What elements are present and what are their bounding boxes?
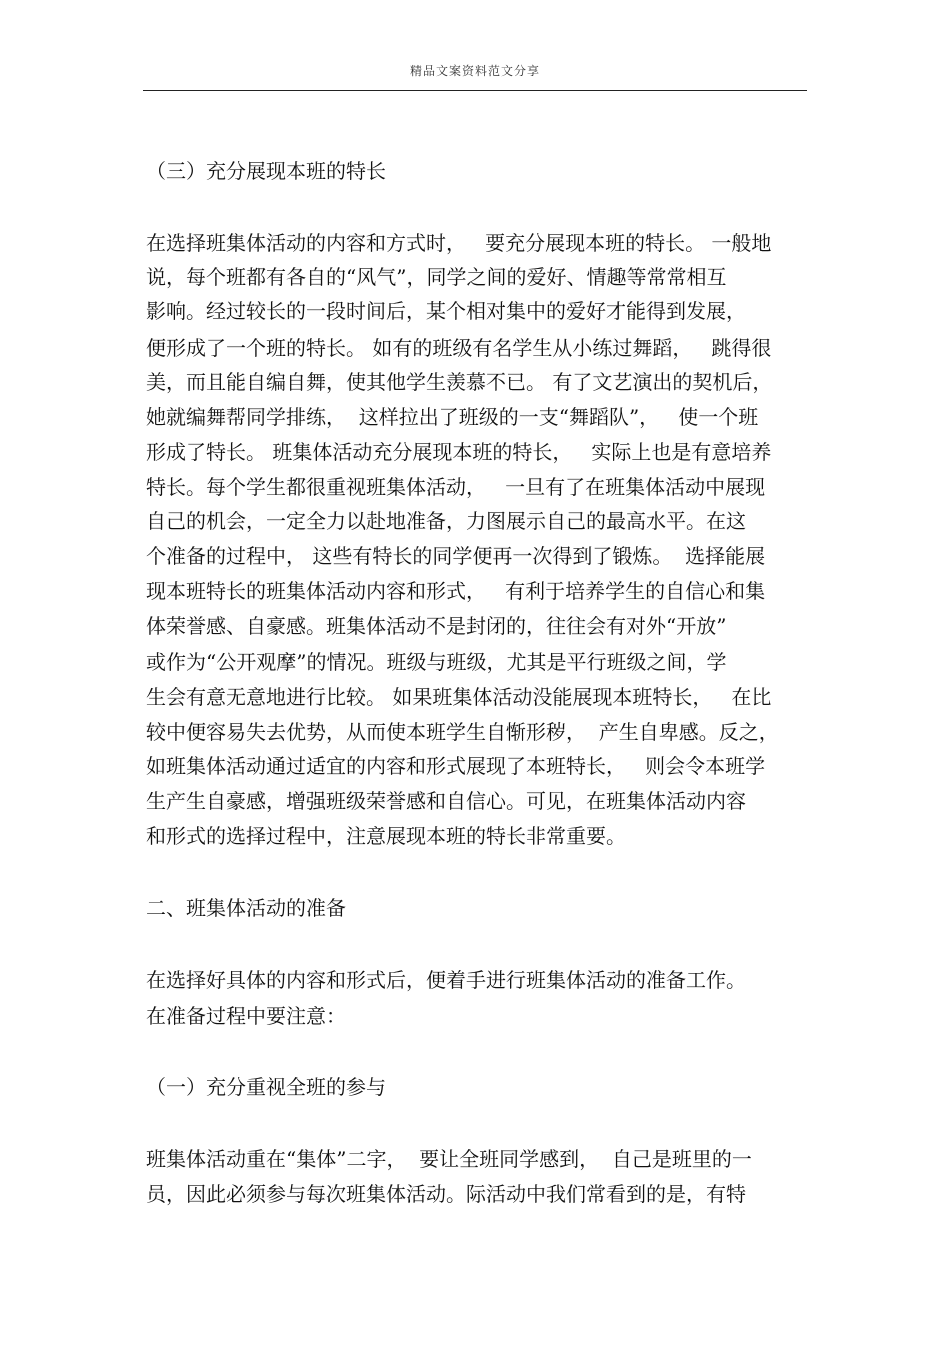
section-heading-two: 二、班集体活动的准备 [146, 896, 346, 920]
paragraph-line: 或作为“公开观摩”的情况。班级与班级，尤其是平行班级之间，学 [146, 650, 727, 674]
paragraph-line: 生产生自豪感，增强班级荣誉感和自信心。可见，在班集体活动内容 [146, 789, 746, 813]
header-divider [143, 90, 807, 91]
paragraph-line: 和形式的选择过程中，注意展现本班的特长非常重要。 [146, 824, 626, 848]
paragraph-line: 现本班特长的班集体活动内容和形式， 有利于培养学生的自信心和集 [146, 579, 766, 603]
paragraph-line: 在准备过程中要注意： [146, 1004, 346, 1028]
paragraph-line: 如班集体活动通过适宜的内容和形式展现了本班特长， 则会令本班学 [146, 754, 766, 778]
paragraph-line: 在选择班集体活动的内容和方式时， 要充分展现本班的特长。 一般地 [146, 231, 772, 255]
paragraph-line: 在选择好具体的内容和形式后，便着手进行班集体活动的准备工作。 [146, 968, 746, 992]
paragraph-line: 形成了特长。 班集体活动充分展现本班的特长， 实际上也是有意培养 [146, 440, 772, 464]
paragraph-line: 班集体活动重在“集体”二字， 要让全班同学感到， 自己是班里的一 [146, 1147, 752, 1171]
paragraph-line: 美，而且能自编自舞，使其他学生羡慕不已。 有了文艺演出的契机后， [146, 370, 773, 394]
paragraph-line: 她就编舞帮同学排练， 这样拉出了班级的一支“舞蹈队”， 使一个班 [146, 405, 759, 429]
paragraph-line: 影响。经过较长的一段时间后，某个相对集中的爱好才能得到发展， [146, 299, 746, 323]
paragraph-line: 说，每个班都有各自的“风气”，同学之间的爱好、情趣等常常相互 [146, 265, 727, 289]
paragraph-line: 便形成了一个班的特长。 如有的班级有名学生从小练过舞蹈， 跳得很 [146, 336, 772, 360]
paragraph-line: 较中便容易失去优势，从而使本班学生自惭形秽， 产生自卑感。反之， [146, 720, 779, 744]
subheading-one: （一）充分重视全班的参与 [146, 1075, 386, 1099]
subheading-three: （三）充分展现本班的特长 [146, 159, 386, 183]
paragraph-line: 自己的机会，一定全力以赴地准备，力图展示自己的最高水平。在这 [146, 509, 746, 533]
paragraph-line: 个准备的过程中， 这些有特长的同学便再一次得到了锻炼。 选择能展 [146, 544, 766, 568]
paragraph-line: 生会有意无意地进行比较。 如果班集体活动没能展现本班特长， 在比 [146, 685, 772, 709]
paragraph-line: 体荣誉感、自豪感。班集体活动不是封闭的，往往会有对外“开放” [146, 614, 727, 638]
paragraph-line: 特长。每个学生都很重视班集体活动， 一旦有了在班集体活动中展现 [146, 475, 766, 499]
page-header: 精品文案资料范文分享 [409, 64, 540, 78]
paragraph-line: 员，因此必须参与每次班集体活动。际活动中我们常看到的是，有特 [146, 1182, 746, 1206]
